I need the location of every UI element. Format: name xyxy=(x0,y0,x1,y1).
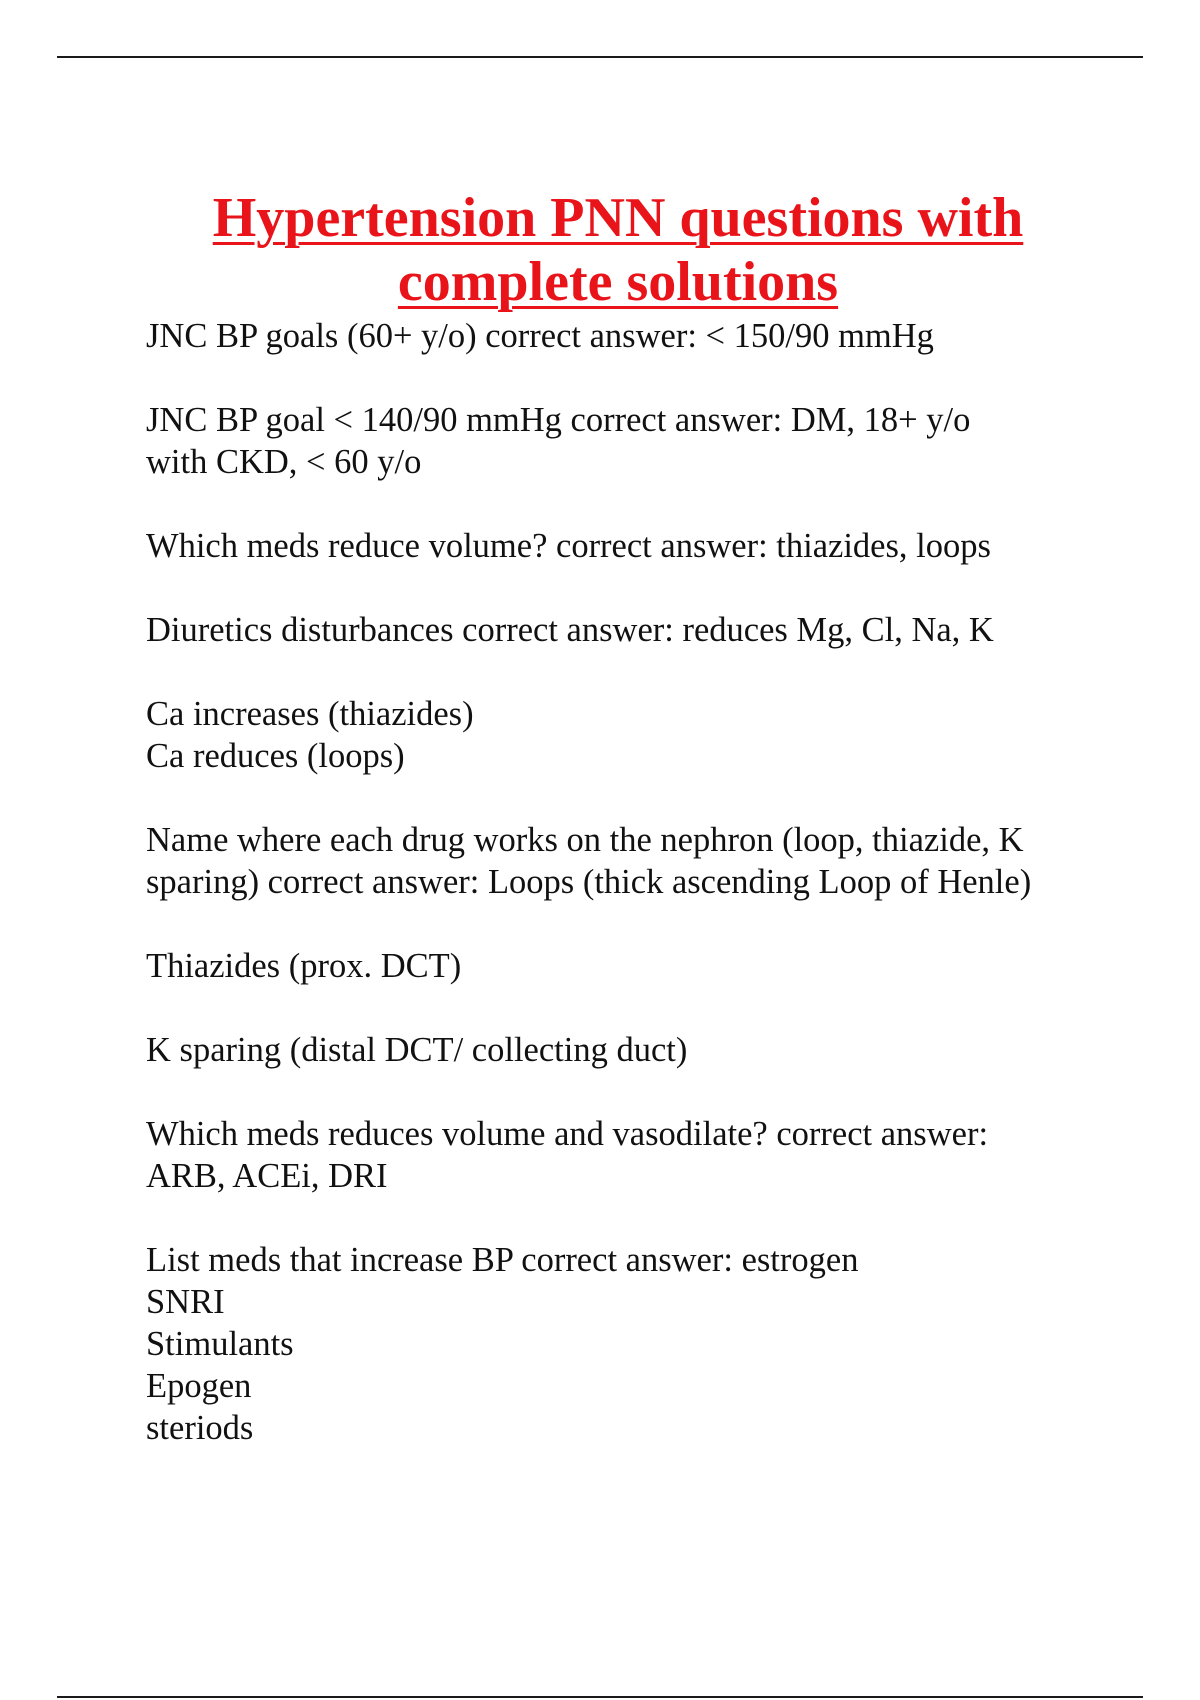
qa-paragraph-7 xyxy=(146,945,1106,987)
text-line: Epogen xyxy=(146,1367,252,1405)
qa-paragraph-3 xyxy=(146,525,1106,567)
text-line: Which meds reduce volume? correct answer: thiazides, loops xyxy=(146,527,991,565)
text-line: K sparing (distal DCT/ collecting duct) xyxy=(146,1031,688,1069)
text-line: ARB, ACEi, DRI xyxy=(146,1157,388,1195)
text-line: sparing) correct answer: Loops (thick ascending Loop of Henle) xyxy=(146,863,1032,901)
title-line-2: complete solutions xyxy=(397,250,839,313)
header-rule xyxy=(57,56,1143,58)
text-line: Thiazides (prox. DCT) xyxy=(146,947,462,985)
text-line: JNC BP goal < 140/90 mmHg correct answer: DM, 18+ y/o xyxy=(146,401,971,439)
document-title xyxy=(0,186,1200,314)
text-line: with CKD, < 60 y/o xyxy=(146,443,422,481)
document-body xyxy=(146,315,1106,1491)
text-line: SNRI xyxy=(146,1283,225,1321)
qa-paragraph-5 xyxy=(146,693,1106,777)
text-line: List meds that increase BP correct answer: estrogen xyxy=(146,1241,859,1279)
qa-paragraph-1 xyxy=(146,315,1106,357)
text-line: Ca increases (thiazides) xyxy=(146,695,474,733)
qa-paragraph-9 xyxy=(146,1113,1106,1197)
qa-paragraph-10 xyxy=(146,1239,1106,1449)
footer-rule xyxy=(57,1696,1143,1698)
qa-paragraph-6 xyxy=(146,819,1106,903)
qa-paragraph-2 xyxy=(146,399,1106,483)
qa-paragraph-8 xyxy=(146,1029,1106,1071)
text-line: JNC BP goals (60+ y/o) correct answer: < 150/90 mmHg xyxy=(146,317,934,355)
title-line-1: Hypertension PNN questions with xyxy=(212,186,1024,249)
text-line: Which meds reduces volume and vasodilate? correct answer: xyxy=(146,1115,989,1153)
qa-paragraph-4 xyxy=(146,609,1106,651)
text-line: steriods xyxy=(146,1409,254,1447)
text-line: Ca reduces (loops) xyxy=(146,737,405,775)
text-line: Name where each drug works on the nephron (loop, thiazide, K xyxy=(146,821,1024,859)
text-line: Diuretics disturbances correct answer: reduces Mg, Cl, Na, K xyxy=(146,611,994,649)
text-line: Stimulants xyxy=(146,1325,294,1363)
